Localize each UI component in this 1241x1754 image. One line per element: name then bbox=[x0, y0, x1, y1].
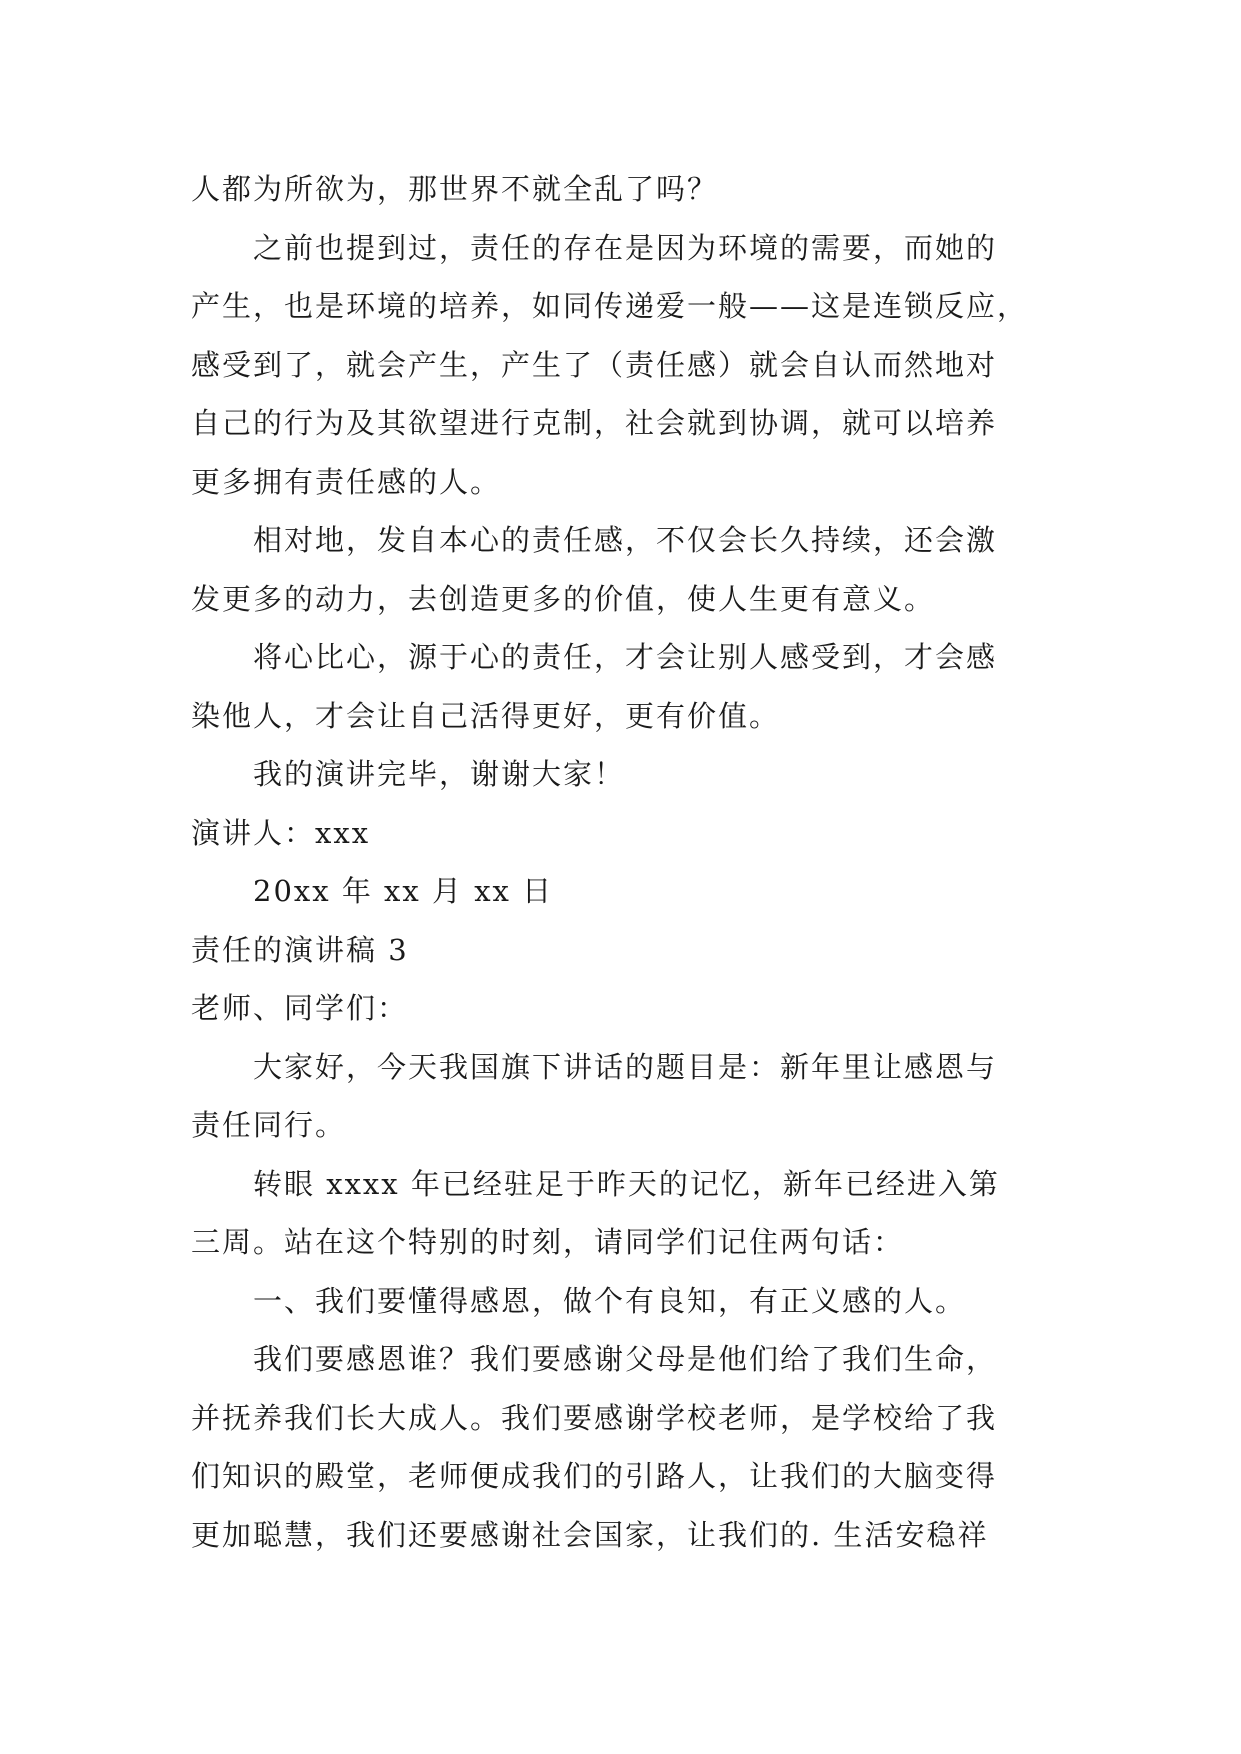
text-line: 之前也提到过，责任的存在是因为环境的需要，而她的 bbox=[253, 230, 998, 265]
text-line: 转眼 xxxx 年已经驻足于昨天的记忆，新年已经进入第 bbox=[253, 1166, 1000, 1201]
text-line: 相对地，发自本心的责任感，不仅会长久持续，还会激 bbox=[253, 523, 998, 557]
text-line: 产生，也是环境的培养，如同传递爱一般——这是连锁反应， bbox=[191, 289, 1029, 323]
text-line: 并抚养我们长大成人。我们要感谢学校老师，是学校给了我 bbox=[191, 1400, 998, 1435]
text-line: 染他人，才会让自己活得更好，更有价值。 bbox=[191, 698, 781, 733]
text-line: 自己的行为及其欲望进行克制，社会就到协调，就可以培养 bbox=[191, 406, 998, 440]
text-line: 我们要感恩谁？我们要感谢父母是他们给了我们生命， bbox=[253, 1342, 998, 1376]
text-line: 人都为所欲为，那世界不就全乱了吗？ bbox=[191, 172, 719, 206]
text-line: 三周。站在这个特别的时刻，请同学们记住两句话： bbox=[191, 1225, 905, 1259]
date-line: 20xx 年 xx 月 xx 日 bbox=[253, 874, 554, 908]
text-line: 大家好，今天我国旗下讲话的题目是：新年里让感恩与 bbox=[253, 1049, 998, 1084]
text-line: 更加聪慧，我们还要感谢社会国家，让我们的. 生活安稳祥 bbox=[191, 1517, 989, 1552]
text-line: 感受到了，就会产生，产生了（责任感）就会自认而然地对 bbox=[191, 347, 998, 382]
text-line: 发更多的动力，去创造更多的价值，使人生更有意义。 bbox=[191, 581, 936, 616]
document-body bbox=[191, 160, 1061, 1564]
speaker-line: 演讲人：xxx bbox=[191, 815, 371, 850]
salutation-line: 老师、同学们： bbox=[191, 991, 409, 1025]
section-title: 责任的演讲稿 3 bbox=[191, 932, 409, 967]
text-line: 将心比心，源于心的责任，才会让别人感受到，才会感 bbox=[253, 640, 998, 674]
text-line: 一、我们要懂得感恩，做个有良知，有正义感的人。 bbox=[253, 1283, 967, 1318]
text-line: 责任同行。 bbox=[191, 1108, 347, 1142]
text-line: 们知识的殿堂，老师便成我们的引路人，让我们的大脑变得 bbox=[191, 1459, 998, 1493]
text-line: 我的演讲完毕，谢谢大家！ bbox=[253, 757, 626, 791]
text-line: 更多拥有责任感的人。 bbox=[191, 464, 502, 499]
